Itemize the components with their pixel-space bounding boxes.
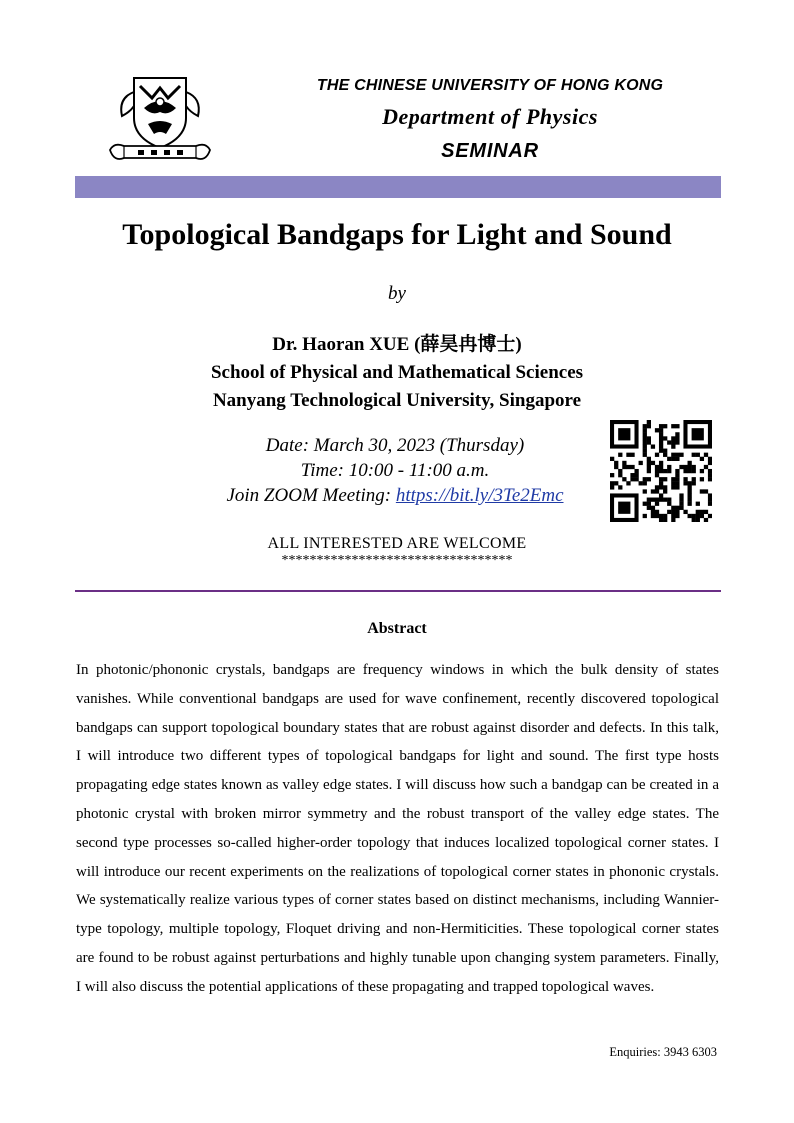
seminar-title: Topological Bandgaps for Light and Sound (122, 218, 672, 251)
abstract-heading: Abstract (367, 620, 427, 637)
abstract-body: In photonic/phononic crystals, bandgaps are frequency windows in which the bulk density of states vanishes. While conventional bandgaps are used for wave confinement, recently discovered topological bandgaps can support topological boundary states that are robust against disorder and defects. In this talk, I will introduce two different types of topological bandgaps for light and sound. The first type hosts propagating edge states known as valley edge states. I will discuss how such a bandgap can be created in a photonic crystal with broken mirror symmetry and the robust transport of the valley edge states. The second type processes so-called higher-order topology that induces localized topological corner states. I will introduce our recent experiments on the realizations of topological corner states in phononic crystals. We systematically realize various types of corner states based on distinct mechanisms, including Wannier-type topology, multiple topology, Floquet driving and non-Hermiticities. These topological corner states are found to be robust against perturbations and highly tunable upon changing system parameters. Finally, I will also discuss the potential applications of these propagating and trapped topological waves. (76, 662, 719, 995)
section-divider (75, 590, 721, 592)
zoom-label: Join ZOOM Meeting: (226, 485, 396, 506)
by-label: by (388, 283, 406, 304)
zoom-link[interactable]: https://bit.ly/3Te2Emc (395, 485, 564, 506)
event-time: Time: 10:00 - 11:00 a.m. (300, 460, 490, 481)
event-details (150, 433, 640, 508)
header-color-band (75, 176, 721, 198)
zoom-line (150, 483, 640, 508)
speaker-institution: Nanyang Technological University, Singapore (212, 390, 582, 411)
welcome-note: ALL INTERESTED ARE WELCOME (267, 535, 527, 552)
speaker-block (40, 331, 754, 415)
speaker-name: Dr. Haoran XUE (薛昊冉博士) (272, 334, 522, 355)
event-date: Date: March 30, 2023 (Thursday) (265, 435, 525, 456)
star-divider: ********************************* (281, 553, 513, 568)
university-name: THE CHINESE UNIVERSITY OF HONG KONG (316, 77, 664, 94)
speaker-school: School of Physical and Mathematical Sciences (210, 362, 584, 383)
event-type-heading: SEMINAR (441, 140, 539, 162)
university-logo (104, 72, 216, 168)
department-name: Department of Physics (382, 104, 598, 129)
enquiries-contact: Enquiries: 3943 6303 (609, 1045, 717, 1059)
qr-code-icon (610, 420, 712, 522)
